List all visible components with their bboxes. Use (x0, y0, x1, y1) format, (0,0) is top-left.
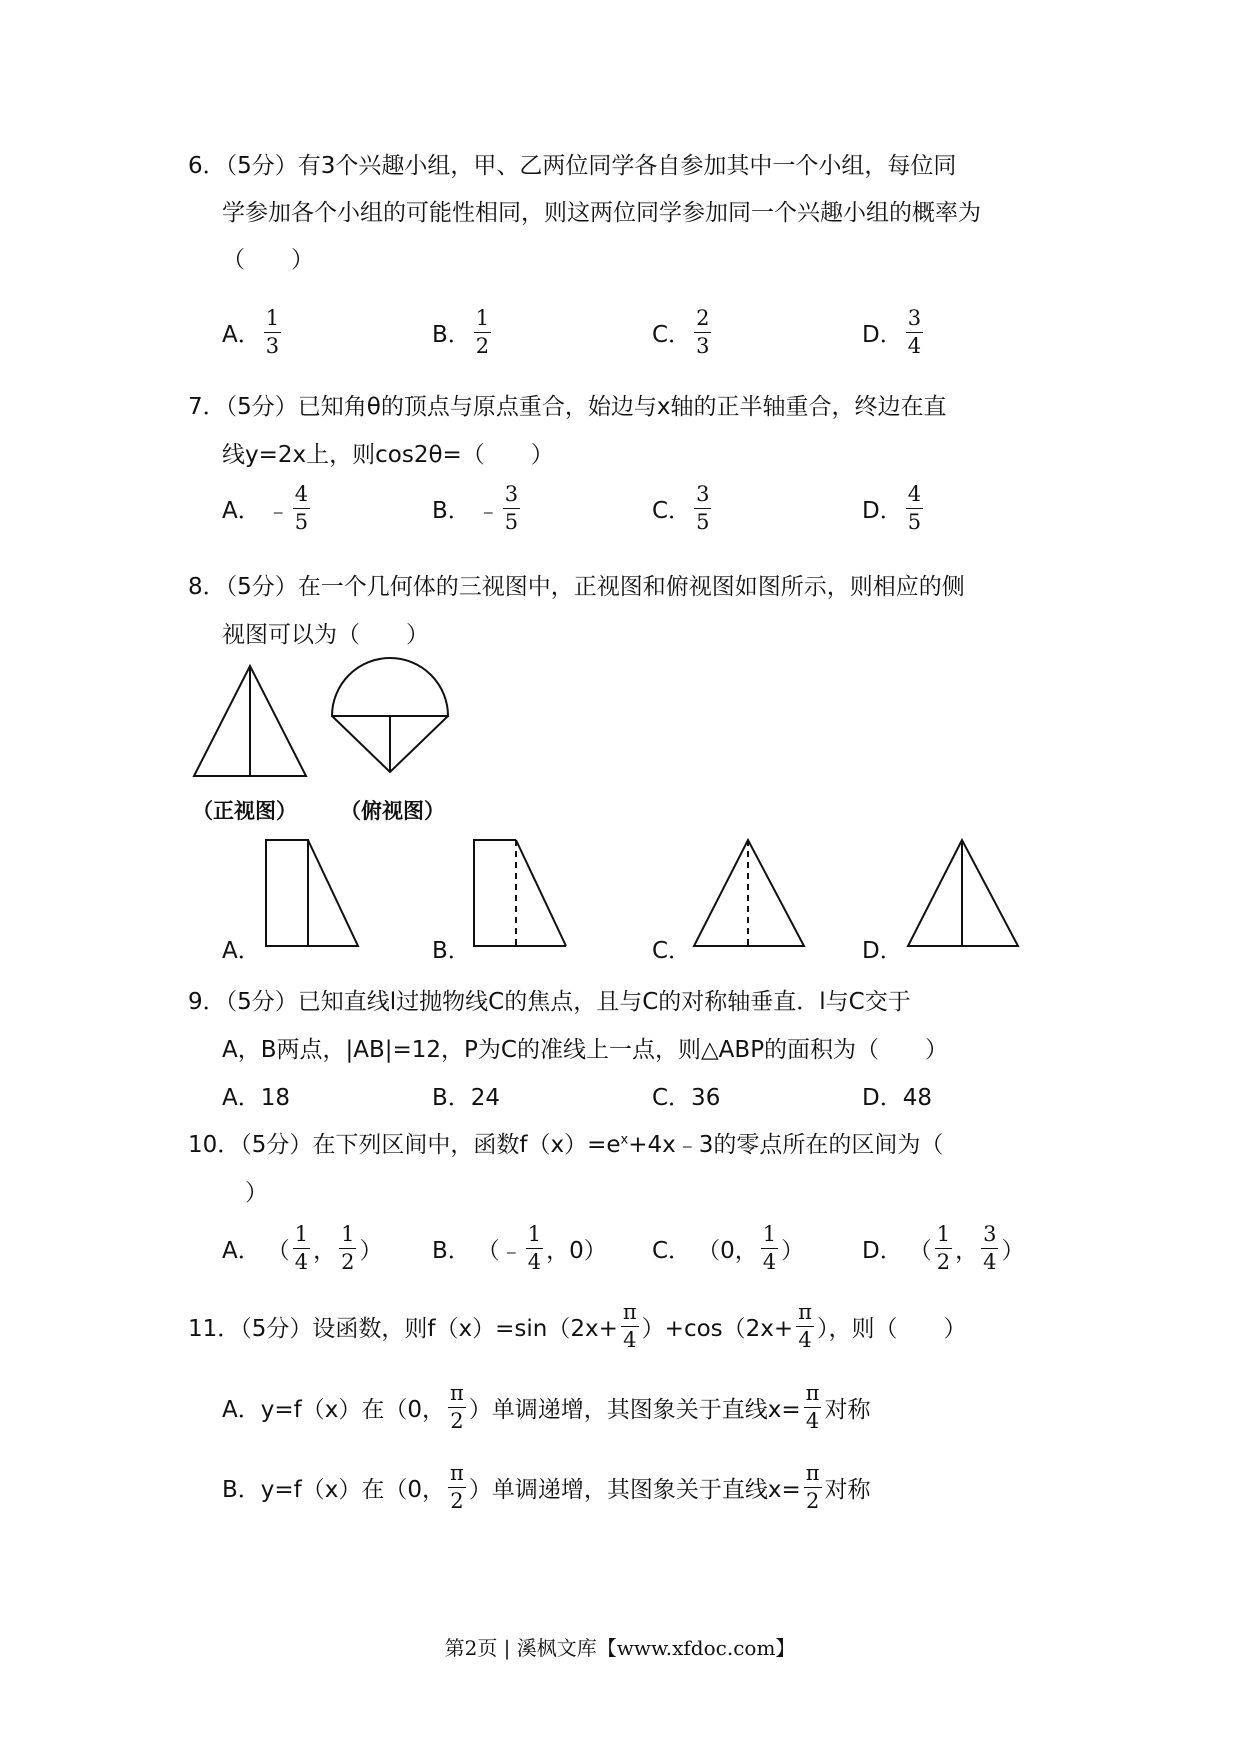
q8-option-d-label: D． (862, 938, 903, 964)
q7-option-b: B． ﹣ $\frac{3}{5}$ (432, 482, 519, 534)
q11-option-a: A．y=f（x）在（0， $\frac{\pi}{2}$ ）单调递增，其图象关于直线x= $\frac{\pi}{4}$ 对称 (222, 1381, 871, 1433)
q10-option-a: A． （ $\frac{1}{4}$ ， $\frac{1}{2}$ ） (222, 1222, 383, 1274)
q8-option-c-label: C． (652, 938, 692, 964)
page-footer: 第2页 | 溪枫文库【www.xfdoc.com】 (444, 1636, 796, 1660)
q7-option-c: C． $\frac{3}{5}$ (652, 482, 710, 534)
q10-option-c: C． （0， $\frac{1}{4}$ ） (652, 1222, 805, 1274)
front-view-figure (190, 660, 315, 780)
q9-line1: 9．（5分）已知直线l过抛物线C的焦点，且与C的对称轴垂直．l与C交于 (188, 989, 911, 1015)
q9-option-a: A．18 (222, 1085, 291, 1111)
q8-option-a-label: A． (222, 938, 261, 964)
q10-option-b: B． （﹣ $\frac{1}{4}$ ，0） (432, 1222, 607, 1274)
top-view-figure (328, 660, 453, 780)
q10-line2: ） (245, 1180, 268, 1206)
q9-option-b: B．24 (432, 1085, 501, 1111)
q8-option-b-figure (470, 836, 570, 951)
q9-option-d: D．48 (862, 1085, 932, 1111)
q7-option-a: A． ﹣ $\frac{4}{5}$ (222, 482, 309, 534)
q7-option-d: D． $\frac{4}{5}$ (862, 482, 922, 534)
q6-option-a: A． $\frac{1}{3}$ (222, 306, 280, 358)
q8-option-d-figure (904, 836, 1024, 951)
q6-line1: 6．（5分）有3个兴趣小组，甲、乙两位同学各自参加其中一个小组，每位同 (188, 153, 957, 179)
q8-line2: 视图可以为（ ） (222, 622, 429, 648)
q6-option-c: C． $\frac{2}{3}$ (652, 306, 710, 358)
q9-option-c: C．36 (652, 1085, 721, 1111)
q10-line1: 10．（5分）在下列区间中，函数$f(x)=e^x+4x﹣3$的零点所在的区间为（ (188, 1132, 944, 1158)
q11-stem: 11．（5分）设函数，则f（x）=sin（2x+ $\frac{\pi}{4}$ ）+cos（2x+ $\frac{\pi}{4}$ ），则（ ） (188, 1300, 967, 1352)
q7-line1: 7．（5分）已知角θ的顶点与原点重合，始边与x轴的正半轴重合，终边在直 (188, 394, 947, 420)
q9-line2: A，B两点，|AB|=12，P为C的准线上一点，则△ABP的面积为（ ） (222, 1037, 949, 1063)
q8-option-b-label: B． (432, 938, 471, 964)
q7-line2: 线y=2x上，则cos2θ=（ ） (222, 442, 554, 468)
q8-line1: 8．（5分）在一个几何体的三视图中，正视图和俯视图如图所示，则相应的侧 (188, 574, 965, 600)
q6-option-b: B． $\frac{1}{2}$ (432, 306, 490, 358)
q6-line2: 学参加各个小组的可能性相同，则这两位同学参加同一个兴趣小组的概率为 (222, 200, 981, 226)
q11-option-b: B．y=f（x）在（0， $\frac{\pi}{2}$ ）单调递增，其图象关于直线x= $\frac{\pi}{2}$ 对称 (222, 1461, 871, 1513)
q10-option-d: D． （ $\frac{1}{2}$ ， $\frac{3}{4}$ ） (862, 1222, 1025, 1274)
caption-top-view: （俯视图） (340, 799, 445, 823)
q6-option-d: D． $\frac{3}{4}$ (862, 306, 922, 358)
q8-option-a-figure (262, 836, 362, 951)
caption-front-view: （正视图） (192, 799, 297, 823)
q6-line3: （ ） (222, 247, 314, 273)
q8-option-c-figure (690, 836, 810, 951)
